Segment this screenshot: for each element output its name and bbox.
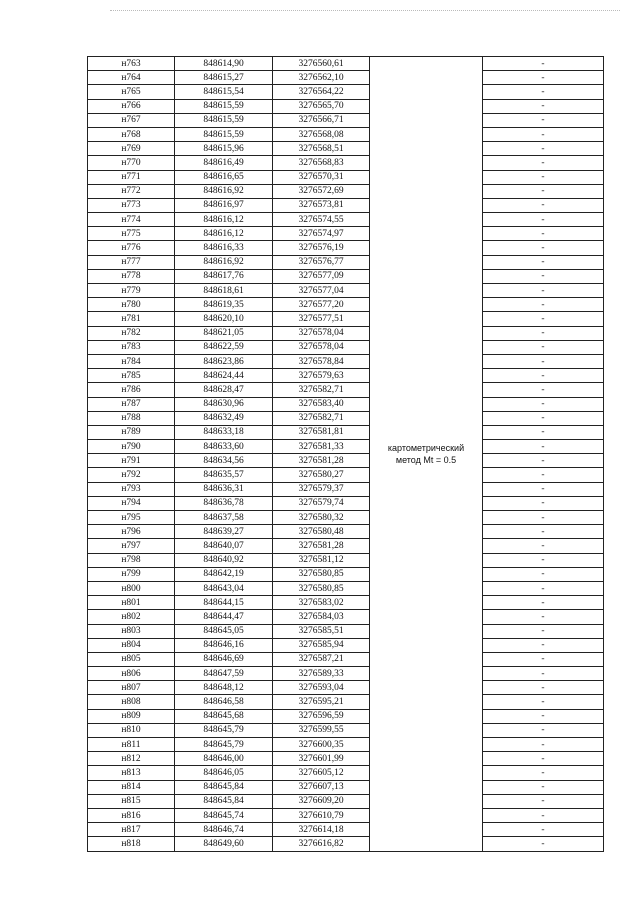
description-cell: -	[483, 652, 604, 666]
description-cell: -	[483, 113, 604, 127]
y-coordinate-cell: 3276580,48	[273, 525, 370, 539]
description-cell: -	[483, 624, 604, 638]
table-row	[88, 298, 604, 312]
y-coordinate-cell: 3276578,04	[273, 340, 370, 354]
table-row	[88, 198, 604, 212]
method-text-line: метод Mt = 0.5	[395, 454, 457, 465]
table-row	[88, 127, 604, 141]
x-coordinate-cell: 848615,96	[175, 142, 273, 156]
point-id-cell: н765	[88, 85, 175, 99]
point-id-cell: н815	[88, 794, 175, 808]
description-cell: -	[483, 326, 604, 340]
table-row	[88, 525, 604, 539]
table-row	[88, 610, 604, 624]
x-coordinate-cell: 848622,59	[175, 340, 273, 354]
table-row	[88, 425, 604, 439]
point-id-cell: н817	[88, 823, 175, 837]
x-coordinate-cell: 848639,27	[175, 525, 273, 539]
y-coordinate-cell: 3276596,59	[273, 709, 370, 723]
y-coordinate-cell: 3276578,04	[273, 326, 370, 340]
description-cell: -	[483, 766, 604, 780]
table-row	[88, 539, 604, 553]
table-row	[88, 624, 604, 638]
description-cell: -	[483, 85, 604, 99]
x-coordinate-cell: 848646,58	[175, 695, 273, 709]
description-cell: -	[483, 752, 604, 766]
point-id-cell: н775	[88, 227, 175, 241]
point-id-cell: н818	[88, 837, 175, 851]
point-id-cell: н795	[88, 511, 175, 525]
y-coordinate-cell: 3276616,82	[273, 837, 370, 851]
y-coordinate-cell: 3276583,02	[273, 596, 370, 610]
y-coordinate-cell: 3276570,31	[273, 170, 370, 184]
x-coordinate-cell: 848649,60	[175, 837, 273, 851]
point-id-cell: н809	[88, 709, 175, 723]
description-cell: -	[483, 681, 604, 695]
y-coordinate-cell: 3276607,13	[273, 780, 370, 794]
x-coordinate-cell: 848635,57	[175, 468, 273, 482]
y-coordinate-cell: 3276576,19	[273, 241, 370, 255]
description-cell: -	[483, 695, 604, 709]
description-cell: -	[483, 468, 604, 482]
point-id-cell: н796	[88, 525, 175, 539]
table-row	[88, 553, 604, 567]
point-id-cell: н769	[88, 142, 175, 156]
x-coordinate-cell: 848645,74	[175, 808, 273, 822]
x-coordinate-cell: 848646,00	[175, 752, 273, 766]
table-row	[88, 808, 604, 822]
description-cell: -	[483, 397, 604, 411]
description-cell: -	[483, 440, 604, 454]
y-coordinate-cell: 3276579,74	[273, 496, 370, 510]
table-row	[88, 340, 604, 354]
point-id-cell: н806	[88, 667, 175, 681]
point-id-cell: н799	[88, 567, 175, 581]
description-cell: -	[483, 340, 604, 354]
table-row	[88, 255, 604, 269]
table-row	[88, 184, 604, 198]
point-id-cell: н813	[88, 766, 175, 780]
table-row	[88, 837, 604, 851]
description-cell: -	[483, 794, 604, 808]
x-coordinate-cell: 848616,33	[175, 241, 273, 255]
table-row	[88, 766, 604, 780]
table-row	[88, 681, 604, 695]
point-id-cell: н798	[88, 553, 175, 567]
table-row	[88, 496, 604, 510]
x-coordinate-cell: 848618,61	[175, 284, 273, 298]
x-coordinate-cell: 848646,74	[175, 823, 273, 837]
point-id-cell: н782	[88, 326, 175, 340]
description-cell: -	[483, 525, 604, 539]
point-id-cell: н766	[88, 99, 175, 113]
point-id-cell: н777	[88, 255, 175, 269]
x-coordinate-cell: 848615,59	[175, 113, 273, 127]
table-row	[88, 440, 604, 454]
y-coordinate-cell: 3276601,99	[273, 752, 370, 766]
y-coordinate-cell: 3276578,84	[273, 354, 370, 368]
x-coordinate-cell: 848630,96	[175, 397, 273, 411]
x-coordinate-cell: 848621,05	[175, 326, 273, 340]
x-coordinate-cell: 848646,16	[175, 638, 273, 652]
description-cell: -	[483, 127, 604, 141]
table-row	[88, 369, 604, 383]
table-row	[88, 652, 604, 666]
y-coordinate-cell: 3276593,04	[273, 681, 370, 695]
y-coordinate-cell: 3276587,21	[273, 652, 370, 666]
y-coordinate-cell: 3276562,10	[273, 71, 370, 85]
point-id-cell: н801	[88, 596, 175, 610]
description-cell: -	[483, 284, 604, 298]
y-coordinate-cell: 3276605,12	[273, 766, 370, 780]
point-id-cell: н807	[88, 681, 175, 695]
table-row	[88, 581, 604, 595]
method-cell	[370, 57, 483, 852]
x-coordinate-cell: 848646,69	[175, 652, 273, 666]
point-id-cell: н805	[88, 652, 175, 666]
y-coordinate-cell: 3276609,20	[273, 794, 370, 808]
method-text-line: картометрический	[387, 442, 465, 453]
x-coordinate-cell: 848620,10	[175, 312, 273, 326]
point-id-cell: н810	[88, 723, 175, 737]
y-coordinate-cell: 3276577,09	[273, 269, 370, 283]
y-coordinate-cell: 3276577,04	[273, 284, 370, 298]
y-coordinate-cell: 3276568,83	[273, 156, 370, 170]
x-coordinate-cell: 848616,49	[175, 156, 273, 170]
x-coordinate-cell: 848616,12	[175, 227, 273, 241]
y-coordinate-cell: 3276574,97	[273, 227, 370, 241]
description-cell: -	[483, 170, 604, 184]
y-coordinate-cell: 3276599,55	[273, 723, 370, 737]
table-row	[88, 170, 604, 184]
point-id-cell: н770	[88, 156, 175, 170]
description-cell: -	[483, 596, 604, 610]
table-row	[88, 738, 604, 752]
point-id-cell: н789	[88, 425, 175, 439]
description-cell: -	[483, 57, 604, 71]
table-row	[88, 752, 604, 766]
x-coordinate-cell: 848614,90	[175, 57, 273, 71]
table-row	[88, 312, 604, 326]
description-cell: -	[483, 354, 604, 368]
description-cell: -	[483, 255, 604, 269]
y-coordinate-cell: 3276576,77	[273, 255, 370, 269]
point-id-cell: н792	[88, 468, 175, 482]
description-cell: -	[483, 638, 604, 652]
description-cell: -	[483, 723, 604, 737]
table-row	[88, 397, 604, 411]
description-cell: -	[483, 369, 604, 383]
x-coordinate-cell: 848645,05	[175, 624, 273, 638]
table-row	[88, 667, 604, 681]
point-id-cell: н803	[88, 624, 175, 638]
point-id-cell: н768	[88, 127, 175, 141]
point-id-cell: н800	[88, 581, 175, 595]
x-coordinate-cell: 848617,76	[175, 269, 273, 283]
description-cell: -	[483, 738, 604, 752]
x-coordinate-cell: 848619,35	[175, 298, 273, 312]
x-coordinate-cell: 848648,12	[175, 681, 273, 695]
table-row	[88, 85, 604, 99]
description-cell: -	[483, 227, 604, 241]
y-coordinate-cell: 3276568,51	[273, 142, 370, 156]
point-id-cell: н767	[88, 113, 175, 127]
y-coordinate-cell: 3276595,21	[273, 695, 370, 709]
x-coordinate-cell: 848644,15	[175, 596, 273, 610]
y-coordinate-cell: 3276572,69	[273, 184, 370, 198]
table-row	[88, 113, 604, 127]
description-cell: -	[483, 298, 604, 312]
description-cell: -	[483, 156, 604, 170]
y-coordinate-cell: 3276580,85	[273, 581, 370, 595]
y-coordinate-cell: 3276580,27	[273, 468, 370, 482]
point-id-cell: н788	[88, 411, 175, 425]
description-cell: -	[483, 454, 604, 468]
table-row	[88, 227, 604, 241]
table-row	[88, 454, 604, 468]
description-cell: -	[483, 411, 604, 425]
table-row	[88, 213, 604, 227]
y-coordinate-cell: 3276580,85	[273, 567, 370, 581]
description-cell: -	[483, 99, 604, 113]
y-coordinate-cell: 3276584,03	[273, 610, 370, 624]
point-id-cell: н797	[88, 539, 175, 553]
y-coordinate-cell: 3276614,18	[273, 823, 370, 837]
y-coordinate-cell: 3276574,55	[273, 213, 370, 227]
table-row	[88, 596, 604, 610]
coordinates-table-body	[88, 57, 604, 852]
point-id-cell: н780	[88, 298, 175, 312]
description-cell: -	[483, 581, 604, 595]
x-coordinate-cell: 848628,47	[175, 383, 273, 397]
point-id-cell: н793	[88, 482, 175, 496]
description-cell: -	[483, 184, 604, 198]
description-cell: -	[483, 142, 604, 156]
point-id-cell: н814	[88, 780, 175, 794]
point-id-cell: н778	[88, 269, 175, 283]
x-coordinate-cell: 848632,49	[175, 411, 273, 425]
table-row	[88, 269, 604, 283]
description-cell: -	[483, 71, 604, 85]
x-coordinate-cell: 848616,92	[175, 255, 273, 269]
x-coordinate-cell: 848615,54	[175, 85, 273, 99]
x-coordinate-cell: 848645,84	[175, 794, 273, 808]
table-row	[88, 156, 604, 170]
x-coordinate-cell: 848616,97	[175, 198, 273, 212]
description-cell: -	[483, 823, 604, 837]
x-coordinate-cell: 848615,27	[175, 71, 273, 85]
point-id-cell: н794	[88, 496, 175, 510]
y-coordinate-cell: 3276585,94	[273, 638, 370, 652]
point-id-cell: н773	[88, 198, 175, 212]
description-cell: -	[483, 383, 604, 397]
x-coordinate-cell: 848647,59	[175, 667, 273, 681]
description-cell: -	[483, 808, 604, 822]
description-cell: -	[483, 567, 604, 581]
table-row	[88, 284, 604, 298]
y-coordinate-cell: 3276564,22	[273, 85, 370, 99]
point-id-cell: н776	[88, 241, 175, 255]
description-cell: -	[483, 780, 604, 794]
table-row	[88, 99, 604, 113]
table-row	[88, 709, 604, 723]
x-coordinate-cell: 848637,58	[175, 511, 273, 525]
x-coordinate-cell: 848615,59	[175, 99, 273, 113]
point-id-cell: н802	[88, 610, 175, 624]
point-id-cell: н791	[88, 454, 175, 468]
x-coordinate-cell: 848615,59	[175, 127, 273, 141]
table-row	[88, 567, 604, 581]
point-id-cell: н763	[88, 57, 175, 71]
x-coordinate-cell: 848646,05	[175, 766, 273, 780]
table-row	[88, 638, 604, 652]
table-row	[88, 326, 604, 340]
y-coordinate-cell: 3276581,28	[273, 539, 370, 553]
table-row	[88, 482, 604, 496]
table-row	[88, 71, 604, 85]
x-coordinate-cell: 848640,92	[175, 553, 273, 567]
point-id-cell: н774	[88, 213, 175, 227]
coordinates-table	[87, 56, 604, 852]
x-coordinate-cell: 848623,86	[175, 354, 273, 368]
table-row	[88, 723, 604, 737]
x-coordinate-cell: 848616,92	[175, 184, 273, 198]
table-row	[88, 57, 604, 71]
point-id-cell: н781	[88, 312, 175, 326]
description-cell: -	[483, 425, 604, 439]
description-cell: -	[483, 482, 604, 496]
y-coordinate-cell: 3276566,71	[273, 113, 370, 127]
x-coordinate-cell: 848616,12	[175, 213, 273, 227]
table-row	[88, 511, 604, 525]
table-row	[88, 780, 604, 794]
description-cell: -	[483, 610, 604, 624]
y-coordinate-cell: 3276581,33	[273, 440, 370, 454]
y-coordinate-cell: 3276581,28	[273, 454, 370, 468]
x-coordinate-cell: 848645,84	[175, 780, 273, 794]
x-coordinate-cell: 848616,65	[175, 170, 273, 184]
description-cell: -	[483, 241, 604, 255]
description-cell: -	[483, 213, 604, 227]
description-cell: -	[483, 553, 604, 567]
y-coordinate-cell: 3276581,81	[273, 425, 370, 439]
x-coordinate-cell: 848640,07	[175, 539, 273, 553]
y-coordinate-cell: 3276610,79	[273, 808, 370, 822]
point-id-cell: н786	[88, 383, 175, 397]
y-coordinate-cell: 3276582,71	[273, 383, 370, 397]
description-cell: -	[483, 496, 604, 510]
description-cell: -	[483, 511, 604, 525]
point-id-cell: н790	[88, 440, 175, 454]
description-cell: -	[483, 667, 604, 681]
y-coordinate-cell: 3276589,33	[273, 667, 370, 681]
x-coordinate-cell: 848642,19	[175, 567, 273, 581]
point-id-cell: н812	[88, 752, 175, 766]
y-coordinate-cell: 3276585,51	[273, 624, 370, 638]
table-row	[88, 794, 604, 808]
point-id-cell: н785	[88, 369, 175, 383]
y-coordinate-cell: 3276583,40	[273, 397, 370, 411]
y-coordinate-cell: 3276582,71	[273, 411, 370, 425]
description-cell: -	[483, 539, 604, 553]
x-coordinate-cell: 848645,79	[175, 738, 273, 752]
point-id-cell: н779	[88, 284, 175, 298]
point-id-cell: н784	[88, 354, 175, 368]
description-cell: -	[483, 312, 604, 326]
table-row	[88, 411, 604, 425]
description-cell: -	[483, 837, 604, 851]
x-coordinate-cell: 848645,79	[175, 723, 273, 737]
y-coordinate-cell: 3276577,20	[273, 298, 370, 312]
point-id-cell: н808	[88, 695, 175, 709]
x-coordinate-cell: 848645,68	[175, 709, 273, 723]
point-id-cell: н787	[88, 397, 175, 411]
y-coordinate-cell: 3276565,70	[273, 99, 370, 113]
y-coordinate-cell: 3276560,61	[273, 57, 370, 71]
x-coordinate-cell: 848633,18	[175, 425, 273, 439]
point-id-cell: н783	[88, 340, 175, 354]
x-coordinate-cell: 848633,60	[175, 440, 273, 454]
description-cell: -	[483, 269, 604, 283]
point-id-cell: н804	[88, 638, 175, 652]
point-id-cell: н764	[88, 71, 175, 85]
table-row	[88, 354, 604, 368]
y-coordinate-cell: 3276577,51	[273, 312, 370, 326]
point-id-cell: н811	[88, 738, 175, 752]
table-row	[88, 695, 604, 709]
y-coordinate-cell: 3276568,08	[273, 127, 370, 141]
table-row	[88, 142, 604, 156]
point-id-cell: н771	[88, 170, 175, 184]
table-row	[88, 241, 604, 255]
description-cell: -	[483, 709, 604, 723]
y-coordinate-cell: 3276579,37	[273, 482, 370, 496]
description-cell: -	[483, 198, 604, 212]
point-id-cell: н816	[88, 808, 175, 822]
x-coordinate-cell: 848624,44	[175, 369, 273, 383]
y-coordinate-cell: 3276581,12	[273, 553, 370, 567]
table-row	[88, 383, 604, 397]
table-row	[88, 823, 604, 837]
y-coordinate-cell: 3276600,35	[273, 738, 370, 752]
table-row	[88, 468, 604, 482]
x-coordinate-cell: 848636,78	[175, 496, 273, 510]
point-id-cell: н772	[88, 184, 175, 198]
y-coordinate-cell: 3276573,81	[273, 198, 370, 212]
x-coordinate-cell: 848636,31	[175, 482, 273, 496]
y-coordinate-cell: 3276580,32	[273, 511, 370, 525]
header-scan-line	[110, 10, 620, 15]
x-coordinate-cell: 848634,56	[175, 454, 273, 468]
y-coordinate-cell: 3276579,63	[273, 369, 370, 383]
x-coordinate-cell: 848643,04	[175, 581, 273, 595]
x-coordinate-cell: 848644,47	[175, 610, 273, 624]
